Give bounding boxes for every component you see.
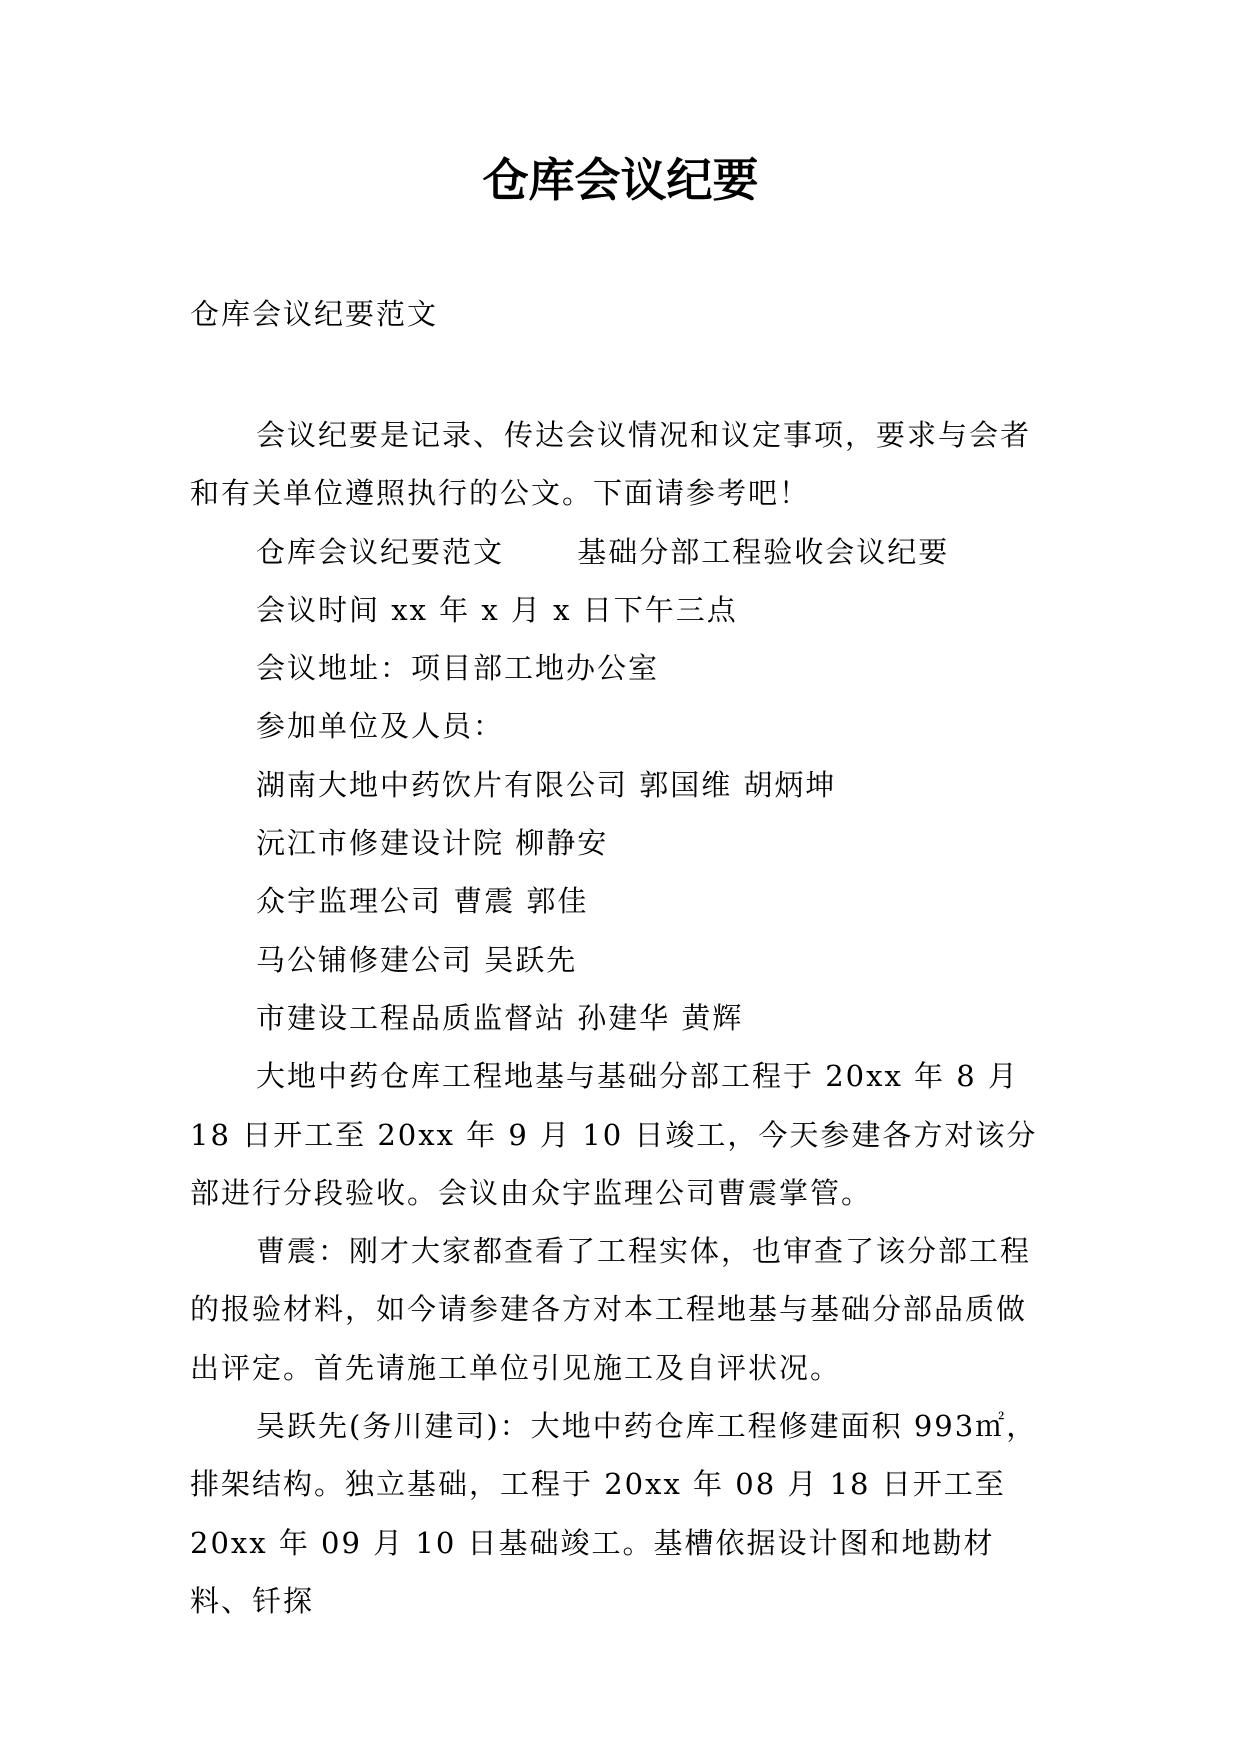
- paragraph: 市建设工程品质监督站 孙建华 黄辉: [256, 1000, 744, 1035]
- paragraph: 沅江市修建设计院 柳静安: [256, 826, 609, 861]
- paragraph: 湖南大地中药饮片有限公司 郭国维 胡炳坤: [256, 767, 837, 802]
- document-subtitle: 仓库会议纪要范文: [190, 297, 439, 331]
- paragraph: 会议时间 xx 年 x 月 x 日下午三点: [256, 592, 738, 627]
- paragraph: 参加单位及人员：: [256, 709, 505, 744]
- paragraph: 曹震：刚才大家都查看了工程实体，也审查了该分部工程的报验材料，如今请参建各方对本工程地基与基础分部品质做出评定。首先请施工单位引见施工及自评状况。: [190, 1234, 1032, 1385]
- paragraph: 仓库会议纪要范文 基础分部工程验收会议纪要: [256, 534, 950, 569]
- paragraph: 会议地址：项目部工地办公室: [256, 651, 660, 686]
- document-body: [190, 406, 1050, 1630]
- paragraph: 马公铺修建公司 吴跃先: [256, 942, 578, 977]
- paragraph: 大地中药仓库工程地基与基础分部工程于 20xx 年 8 月 18 日开工至 20xx 年 9 月 10 日竣工，今天参建各方对该分部进行分段验收。会议由众宇监理公司曹震掌管。: [190, 1059, 1038, 1210]
- paragraph: 众宇监理公司 曹震 郭佳: [256, 884, 589, 919]
- paragraph: 会议纪要是记录、传达会议情况和议定事项，要求与会者和有关单位遵照执行的公文。下面请参考吧！: [190, 418, 1032, 511]
- document-title: 仓库会议纪要: [482, 153, 759, 207]
- paragraph: 吴跃先(务川建司)：大地中药仓库工程修建面积 993㎡，排架结构。独立基础，工程于 20xx 年 08 月 18 日开工至 20xx 年 09 月 10 日基础竣工。基槽依据设计图和地勘材料、钎探: [190, 1409, 1038, 1618]
